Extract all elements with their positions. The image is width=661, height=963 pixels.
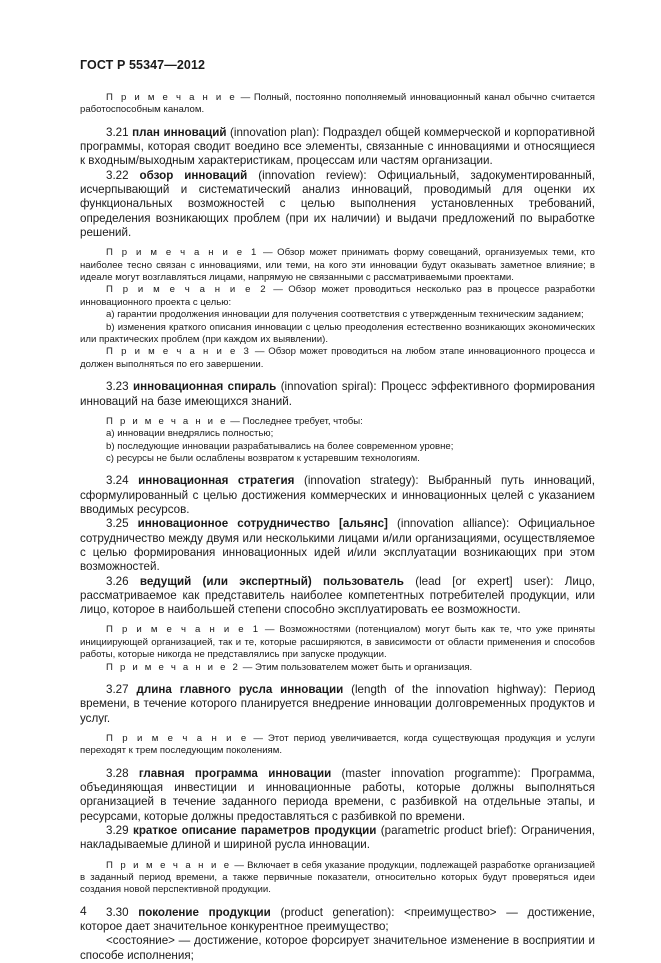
term-number: 3.24 [106,474,139,488]
note-3-22-2 [80,284,595,309]
note-text: — Обзор может проводиться несколько раз в процессе разработки инновационного проекта с целью: [80,284,595,308]
note-3-20 [80,92,595,117]
term-definition: (innovation strategy): Выбранный путь инноваций, сформулированный с целью достижения коммерческих и инновационных целей с указанием вводимых ресурсов. [80,474,595,517]
term-title: длина главного русла инновации [136,683,344,697]
note-label: П р и м е ч а н и е 2 [106,661,241,673]
term-number: 3.23 [106,380,134,394]
note-text: — Обзор может проводиться на любом этапе инновационного процесса и должен выполняться по его завершении. [80,346,595,370]
note-3-22-1 [80,247,595,284]
standard-header: ГОСТ Р 55347—2012 [80,58,206,72]
term-definition: (length of the innovation highway): Период времени, в течение которого планируется внедрение инновации долговременных продуктов и услуг. [80,683,596,725]
term-definition: (lead [or expert] user): Лицо, рассматриваемое как представитель наиболее компетентных потребителей продукции, или лицо, которое в наибольшей степени способно эксплуатировать ее возможности. [80,574,595,617]
document-body [80,92,595,963]
term-title: ведущий (или экспертный) пользователь [139,574,404,588]
note-label: П р и м е ч а н и е 2 [106,284,268,296]
term-title: обзор инноваций [139,168,248,182]
term-number: 3.25 [106,517,138,531]
note-text: — Включает в себя указание продукции, подлежащей разработке организацией в заданный период времени, а также первичные показатели, относительно которых будут проверяться идеи создания новой перспективной продукции. [80,859,596,896]
note-label: П р и м е ч а н и е [106,92,237,103]
term-definition: (innovation review): Официальный, задокументированный, исчерпывающий и систематический анализ инноваций, проводимый для оценки их функциональных возможностей с целью выполнения установленных требований, определения возникающих проблем (при их наличии) и выдачи предложений по выработке решений. [80,168,595,239]
note-text: — Полный, постоянно пополняемый инновационный канал обычно считается работоспособным каналом. [80,92,595,116]
note-label: П р и м е ч а н и е 1 [106,247,259,259]
note-list-item: а) инновации внедрялись полностью; [106,428,274,440]
term-3-21 [80,126,595,169]
term-definition: (innovation plan): Подраздел общей коммерческой и корпоративной программы, которая сводит воедино все элементы, связанные с инновациями и относящиеся к входным/выходным характеристикам, процессам или частям организации. [80,125,595,168]
term-title: инновационная спираль [133,380,277,394]
term-number: 3.22 [106,168,140,182]
term-number: 3.27 [106,683,137,697]
note-label: П р и м е ч а н и е 1 [106,624,261,636]
note-3-29 [80,860,595,897]
note-3-26-2 [80,662,595,674]
note-label: П р и м е ч а н и е 3 [106,346,252,358]
term-definition: (parametric product brief): Ограничения, накладываемые длиной и шириной русла инновации. [80,823,595,852]
term-3-29 [80,824,595,853]
term-3-30-continuation: <состояние> — достижение, которое форсирует значительное изменение в восприятии и способе исполнения; [80,934,595,962]
term-3-22 [80,169,595,240]
note-3-23 [80,416,595,428]
term-title: инновационное сотрудничество [альянс] [137,517,388,531]
note-list-item: b) последующие инновации разрабатывались на более современном уровне; [106,440,454,452]
note-text: — Этот период увеличивается, когда существующая продукция и услуги переходят к трем последующим поколениям. [80,732,595,757]
note-3-22-3 [80,346,595,371]
term-definition: (master innovation programme): Программа, объединяющая инвестиции и инновационные работы, которые должны выполняться организацией в течение заданного периода времени, с разбивкой на отдельные этапы, и ресурсами, которые должны предоставляться с разбивкой по времени. [80,766,595,823]
note-text: — Этим пользователем может быть и организация. [240,661,473,673]
term-definition: (innovation spiral): Процесс эффективного формирования инноваций на базе имеющихся знаний. [80,380,595,408]
note-3-27 [80,733,595,758]
term-title: главная программа инновации [138,766,332,780]
term-number: 3.26 [106,574,140,588]
note-list-item: а) гарантии продолжения инновации для получения соответствия с утвержденным техническим заданием; [106,309,584,321]
term-3-28 [80,767,595,824]
note-text: — Возможностями (потенциалом) могут быть как те, что уже приняты инициирующей организацией, так и те, которые расширяются, в зависимости от области применения и способов работы, которые никогда не представлялись при запуске продукции. [80,624,595,661]
term-number: 3.30 [106,905,139,919]
note-label: П р и м е ч а н и е [106,732,249,744]
term-number: 3.21 [106,125,133,139]
term-number: 3.29 [106,823,134,837]
note-text: — Последнее требует, чтобы: [227,415,363,427]
term-definition: (product generation): <преимущество> — достижение, которое дает значительное конкурентное преимущество; [80,905,595,934]
note-text: — Обзор может принимать форму совещаний, организуемых теми, кто наиболее тесно связан с инновациями, или теми, на кого эти инновации будут оказывать заметное влияние; в идеале могут возглавляться лицами, напрямую не связанными с рассматриваемыми проектами. [80,247,595,283]
note-3-26-1 [80,624,595,661]
term-title: инновационная стратегия [138,474,295,488]
note-list-item: с) ресурсы не были ослаблены возвратом к устаревшим технологиям. [106,453,420,465]
term-3-25 [80,517,595,574]
note-label: П р и м е ч а н и е [106,859,232,871]
term-number: 3.28 [106,766,139,780]
term-3-23 [80,380,595,409]
note-list-item: b) изменения краткого описания инновации с целью преодоления естественно возникающих экономических или практических проблем (при каждом их выявлении). [80,321,595,346]
term-title: краткое описание параметров продукции [133,823,377,837]
term-3-27 [80,683,595,726]
note-label: П р и м е ч а н и е [106,415,228,427]
term-definition: (innovation alliance): Официальное сотрудничество между двумя или несколькими лицами и/или организациями, осуществляемое с целью формирования инновационных идей и/или эксплуатации возникающих при этом возможностей. [80,517,595,574]
term-title: план инноваций [132,125,227,139]
term-3-24 [80,474,595,517]
page-number: 4 [80,904,87,918]
term-3-30 [80,906,595,935]
term-title: поколение продукции [138,905,271,919]
term-3-26 [80,575,595,618]
